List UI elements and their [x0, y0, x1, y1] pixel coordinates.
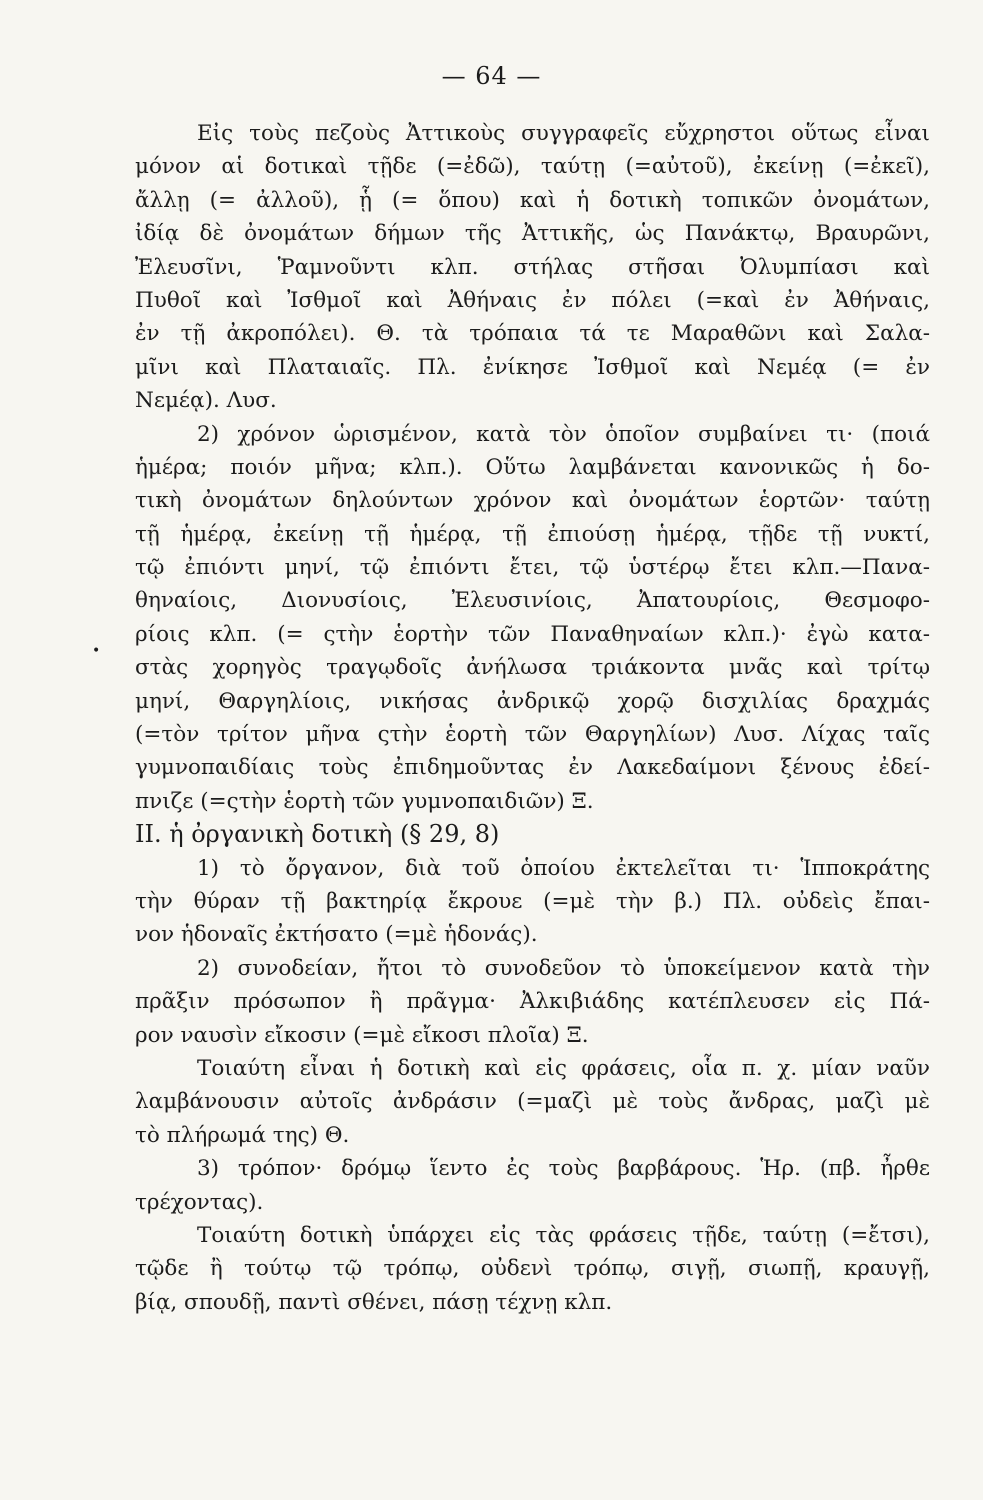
text-line: τῇ ἡμέρᾳ, ἐκείνῃ τῇ ἡμέρᾳ, τῇ ἐπιούσῃ ἡμέρᾳ, τῇδε τῇ νυκτί,: [135, 521, 930, 547]
text-line: πρᾶξιν πρόσωπον ἢ πρᾶγμα· Ἀλκιβιάδης κατέπλευσεν εἰς Πά-: [135, 989, 930, 1015]
text-line: μόνον αἱ δοτικαὶ τῇδε (=ἐδῶ), ταύτῃ (=αὐτοῦ), ἐκείνῃ (=ἐκεῖ),: [135, 154, 930, 180]
body-text: [135, 117, 930, 1319]
text-line: στὰς χορηγὸς τραγῳδοῖς ἀνήλωσα τριάκοντα μνᾶς καὶ τρίτῳ: [135, 655, 930, 681]
text-line: Ἐλευσῖνι, Ῥαμνοῦντι κλπ. στήλας στῆσαι Ὀλυμπίασι καὶ: [135, 254, 930, 280]
text-line: ἰδίᾳ δὲ ὀνομάτων δήμων τῆς Ἀττικῆς, ὡς Πανάκτῳ, Βραυρῶνι,: [135, 221, 930, 247]
text-line: μηνί, Θαργηλίοις, νικήσας ἀνδρικῷ χορῷ δισχιλίας δραχμάς: [135, 688, 930, 714]
text-line: νον ἡδοναῖς ἐκτήσατο (=μὲ ἡδονάς).: [135, 922, 538, 948]
text-line: ρον ναυσὶν εἴκοσιν (=μὲ εἴκοσι πλοῖα) Ξ.: [135, 1022, 589, 1048]
text-line: Τοιαύτη εἶναι ἡ δοτικὴ καὶ εἰς φράσεις, οἷα π. χ. μίαν ναῦν: [197, 1055, 930, 1081]
margin-mark: •: [92, 643, 101, 659]
text-line: Τοιαύτη δοτικὴ ὑπάρχει εἰς τὰς φράσεις τῇδε, ταύτῃ (=ἔτσι),: [197, 1222, 930, 1248]
text-line: λαμβάνουσιν αὐτοῖς ἀνδράσιν (=μαζὶ μὲ τοὺς ἄνδρας, μαζὶ μὲ: [135, 1089, 930, 1115]
text-line: (=τὸν τρίτον μῆνα ςτὴν ἑορτὴ τῶν Θαργηλίων) Λυσ. Λίχας ταῖς: [135, 722, 930, 748]
text-line: τῷδε ἢ τούτῳ τῷ τρόπῳ, οὐδενὶ τρόπῳ, σιγῇ, σιωπῇ, κραυγῇ,: [135, 1256, 930, 1282]
text-line: μῖνι καὶ Πλαταιαῖς. Πλ. ἐνίκησε Ἰσθμοῖ καὶ Νεμέᾳ (= ἐν: [135, 354, 930, 380]
text-line: ἐν τῇ ἀκροπόλει). Θ. τὰ τρόπαια τά τε Μαραθῶνι καὶ Σαλα-: [135, 321, 930, 347]
text-line: ἄλλῃ (= ἀλλοῦ), ᾗ (= ὅπου) καὶ ἡ δοτικὴ τοπικῶν ὀνομάτων,: [135, 187, 930, 213]
text-line: ρίοις κλπ. (= ςτὴν ἑορτὴν τῶν Παναθηναίων κλπ.)· ἐγὼ κατα-: [135, 621, 930, 647]
text-line: τὸ πλήρωμά της) Θ.: [135, 1122, 350, 1148]
text-line: τὴν θύραν τῇ βακτηρίᾳ ἔκρουε (=μὲ τὴν β.) Πλ. οὐδεὶς ἔπαι-: [135, 888, 930, 914]
text-line: 2) συνοδείαν, ἤτοι τὸ συνοδεῦον τὸ ὑποκείμενον κατὰ τὴν: [197, 955, 930, 981]
text-line: Πυθοῖ καὶ Ἰσθμοῖ καὶ Ἀθήναις ἐν πόλει (=καὶ ἐν Ἀθήναις,: [135, 287, 930, 313]
page-number: — 64 —: [441, 62, 542, 90]
text-line: τικὴ ὀνομάτων δηλούντων χρόνον καὶ ὀνομάτων ἑορτῶν· ταύτῃ: [135, 488, 930, 514]
text-line: πνιζε (=ςτὴν ἑορτὴ τῶν γυμνοπαιδιῶν) Ξ.: [135, 788, 594, 814]
text-line: βίᾳ, σπουδῇ, παντὶ σθένει, πάσῃ τέχνῃ κλπ.: [135, 1289, 613, 1315]
text-line: τῷ ἐπιόντι μηνί, τῷ ἐπιόντι ἔτει, τῷ ὑστέρῳ ἔτει κλπ.—Πανα-: [135, 555, 930, 581]
text-line: τρέχοντας).: [135, 1189, 264, 1215]
section-heading: II. ἡ ὀργανικὴ δοτικὴ (§ 29, 8): [135, 820, 500, 849]
text-line: γυμνοπαιδίαις τοὺς ἐπιδημοῦντας ἐν Λακεδαίμονι ξένους ἐδεί-: [135, 755, 930, 781]
text-line: 1) τὸ ὄργανον, διὰ τοῦ ὁποίου ἐκτελεῖται τι· Ἱπποκράτης: [197, 855, 930, 881]
text-line: 2) χρόνον ὡρισμένον, κατὰ τὸν ὁποῖον συμβαίνει τι· (ποιά: [197, 421, 930, 447]
text-line: Εἰς τοὺς πεζοὺς Ἀττικοὺς συγγραφεῖς εὔχρηστοι οὕτως εἶναι: [197, 121, 930, 146]
text-line: θηναίοις, Διονυσίοις, Ἐλευσινίοις, Ἀπατουρίοις, Θεσμοφο-: [135, 588, 930, 614]
text-line: 3) τρόπον· δρόμῳ ἵεντο ἐς τοὺς βαρβάρους. Ἡρ. (πβ. ἦρθε: [197, 1156, 930, 1182]
text-line: ἡμέρα; ποιόν μῆνα; κλπ.). Οὕτω λαμβάνεται κανονικῶς ἡ δο-: [135, 454, 930, 480]
text-line: Νεμέᾳ). Λυσ.: [135, 388, 277, 414]
